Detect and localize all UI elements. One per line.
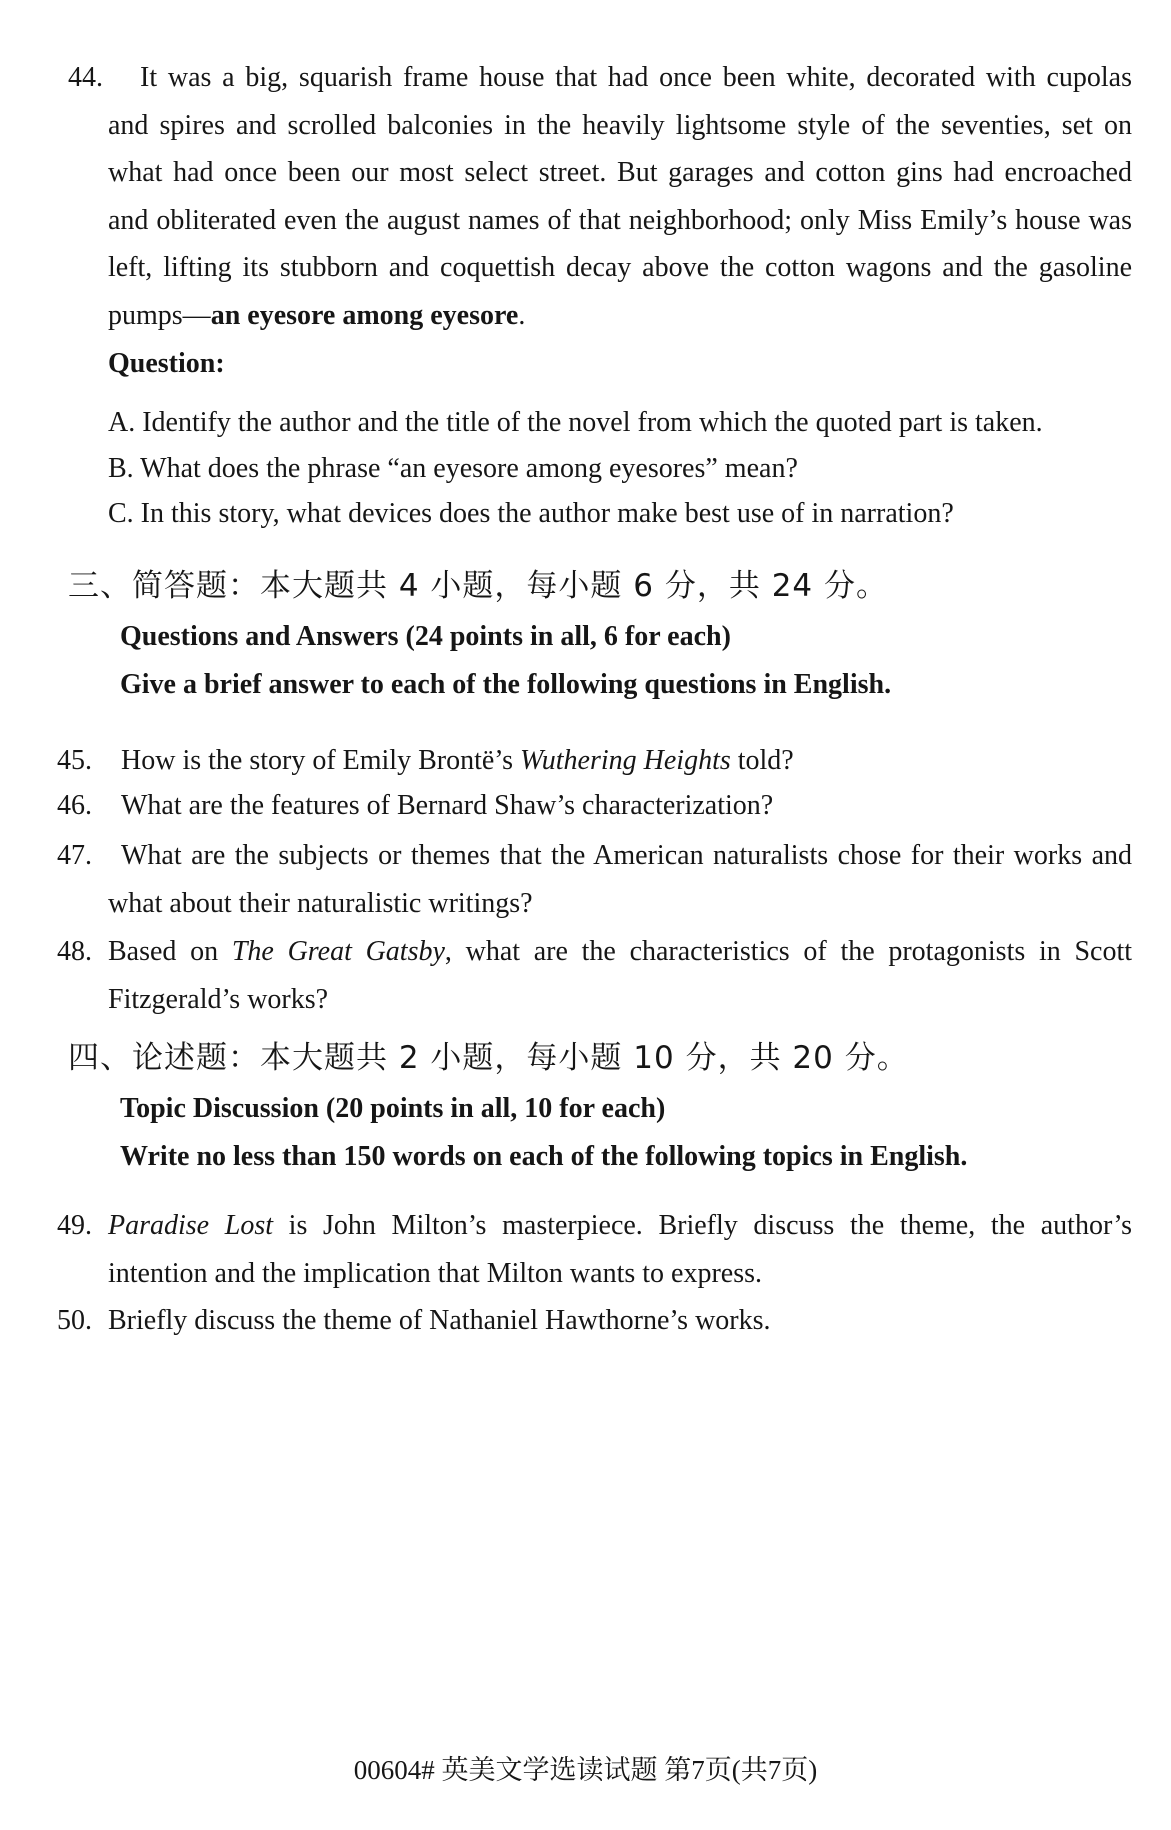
q44-line-1-text: It was a big, squarish frame house that had once been white, decorated with cupolas	[140, 62, 1132, 93]
q44-last-line-post: .	[518, 299, 526, 331]
q47-number: 47.	[57, 840, 92, 871]
question-50	[57, 1297, 1132, 1345]
question-46	[57, 782, 1132, 830]
q44-sub-question-a: A. Identify the author and the title of the novel from which the quoted part is taken.	[108, 407, 1043, 438]
page-footer: 00604# 英美文学选读试题 第7页(共7页)	[353, 1755, 818, 1785]
q45-line	[57, 737, 1132, 785]
section4-subtitle2-block	[120, 1137, 967, 1177]
q45-pre: How is the story of Emily Brontë’s	[121, 745, 520, 776]
q44-line-4: and obliterated even the august names of that neighborhood; only Miss Emily’s house was	[108, 204, 1132, 236]
q48-line-2: Fitzgerald’s works?	[108, 983, 329, 1015]
q45-post: told?	[730, 745, 794, 776]
q48-line-1-pre: Based on	[108, 936, 232, 967]
q44-line-2: and spires and scrolled balconies in the heavily lightsome style of the seventies, set on	[108, 109, 1132, 141]
q46-number: 46.	[57, 790, 92, 821]
q44-sub-question-b: B. What does the phrase “an eyesore among eyesores” mean?	[108, 452, 798, 484]
q50-text: Briefly discuss the theme of Nathaniel Hawthorne’s works.	[108, 1305, 771, 1336]
q48-line-1-post: , what are the characteristics of the protagonists in Scott	[444, 936, 1133, 967]
q44-last-line-pre: pumps—	[108, 299, 211, 331]
q48-line-1	[57, 928, 1132, 976]
q45-book-title: Wuthering Heights	[519, 745, 731, 776]
section3-subtitle2: Give a brief answer to each of the following questions in English.	[120, 669, 892, 700]
question-49	[57, 1202, 1132, 1297]
q44-sub-questions	[108, 400, 1043, 537]
q47-line-1	[57, 832, 1132, 880]
q49-line-1-post: is John Milton’s masterpiece. Briefly discuss the theme, the author’s	[273, 1210, 1132, 1241]
section3-heading: 三、简答题：本大题共 4 小题，每小题 6 分，共 24 分。	[68, 568, 889, 604]
q44-line-6	[68, 292, 1132, 340]
q49-book-title: Paradise Lost	[108, 1210, 274, 1241]
q48-book-title: The Great Gatsby	[231, 936, 445, 967]
section3-subtitle2-block	[120, 665, 891, 705]
q44-question-label: Question:	[108, 348, 225, 379]
q49-number: 49.	[57, 1210, 92, 1241]
q44-line-1	[68, 54, 1132, 102]
section3-subtitle1-block	[120, 617, 731, 657]
section4-heading: 四、论述题：本大题共 2 小题，每小题 10 分，共 20 分。	[68, 1040, 909, 1076]
q46-text: What are the features of Bernard Shaw’s characterization?	[121, 790, 774, 821]
section4-subtitle2: Write no less than 150 words on each of the following topics in English.	[120, 1141, 968, 1172]
q44-number: 44.	[68, 62, 103, 93]
q44-last-line-bold: an eyesore among eyesore	[210, 299, 519, 331]
q45-number: 45.	[57, 745, 92, 776]
q47-line-2: what about their naturalistic writings?	[108, 887, 533, 919]
section4-subtitle1-block	[120, 1089, 665, 1129]
q44-line-5: left, lifting its stubborn and coquettish decay above the cotton wagons and the gasoline	[108, 252, 1132, 283]
section4-subtitle1: Topic Discussion (20 points in all, 10 for each)	[120, 1093, 666, 1124]
q49-line-2: intention and the implication that Milton wants to express.	[108, 1257, 763, 1289]
question-44-passage	[68, 54, 1132, 339]
q44-sub-question-c: C. In this story, what devices does the author make best use of in narration?	[108, 498, 954, 530]
q44-line-3: what had once been our most select street. But garages and cotton gins had encroached	[108, 157, 1132, 188]
q47-line-1-text: What are the subjects or themes that the American naturalists chose for their works and	[121, 840, 1132, 871]
q50-line	[57, 1297, 1132, 1345]
q44-question-label-block	[108, 340, 225, 388]
section3-subtitle1: Questions and Answers (24 points in all, 6 for each)	[120, 621, 731, 652]
question-47	[57, 832, 1132, 927]
q50-number: 50.	[57, 1305, 92, 1336]
q49-line-1	[57, 1202, 1132, 1250]
q46-line	[57, 782, 1132, 830]
q48-number: 48.	[57, 936, 92, 967]
section4-heading-block	[68, 1038, 909, 1078]
section3-heading-block	[68, 566, 888, 606]
question-48	[57, 928, 1132, 1023]
question-45	[57, 737, 1132, 785]
